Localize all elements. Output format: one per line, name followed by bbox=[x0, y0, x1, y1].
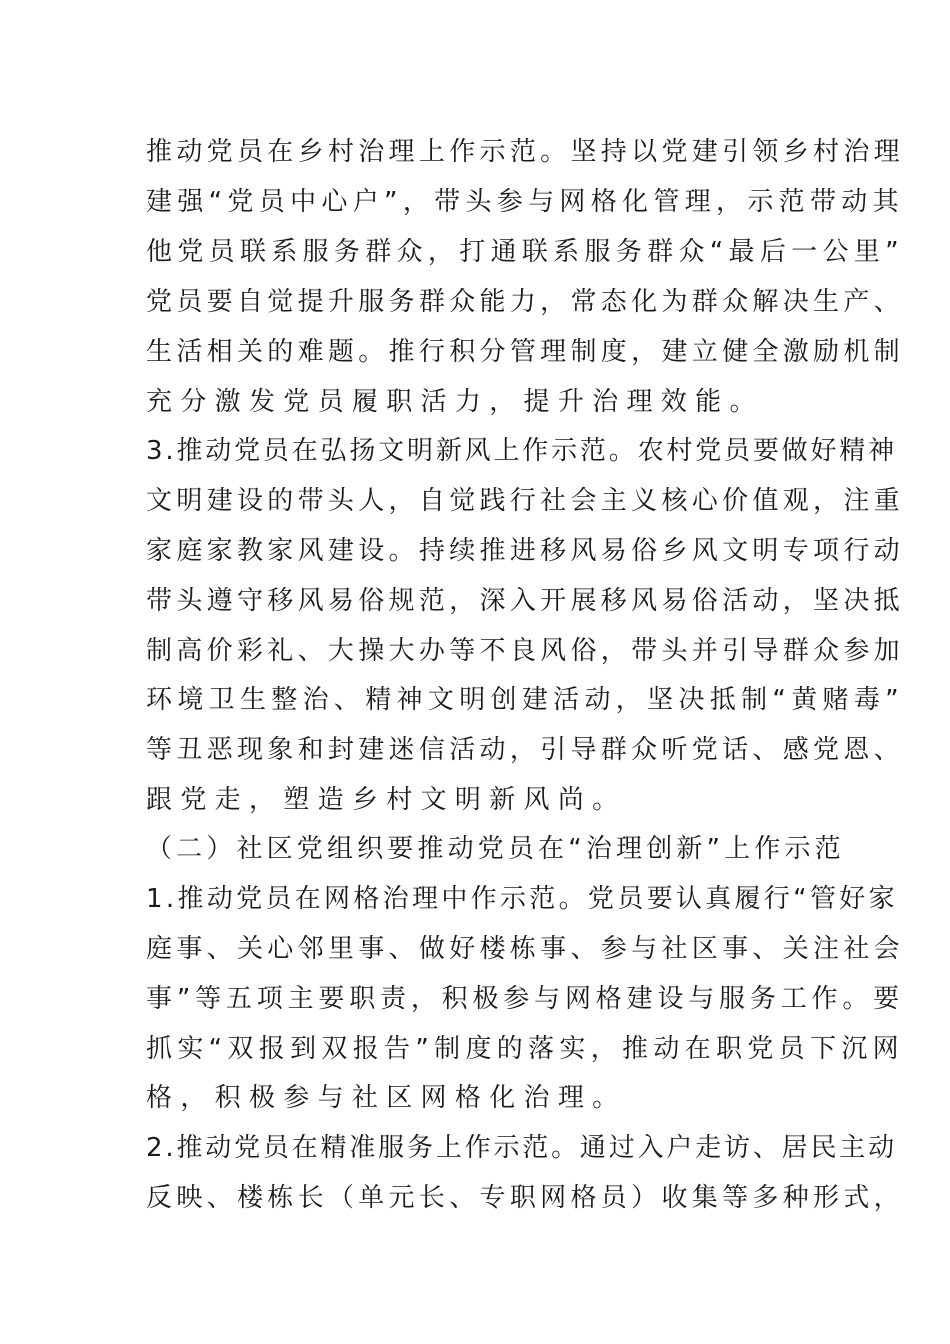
body-line: 环境卫生整治、精神文明创建活动，坚决抵制“黄赌毒” bbox=[146, 685, 904, 715]
body-line: 他党员联系服务群众，打通联系服务群众“最后一公里” bbox=[146, 237, 904, 267]
body-line: 党员要自觉提升服务群众能力，常态化为群众解决生产、 bbox=[146, 287, 905, 317]
body-line: 抓实“双报到双报告”制度的落实，推动在职党员下沉网 bbox=[146, 1034, 904, 1064]
body-line: 家庭家教家风建设。持续推进移风易俗乡风文明专项行动 bbox=[146, 536, 905, 566]
body-line: 建强“党员中心户”，带头参与网格化管理，示范带动其 bbox=[146, 187, 904, 217]
body-line: 等丑恶现象和封建迷信活动，引导群众听党话、感党恩、 bbox=[146, 735, 905, 765]
body-line: 3.推动党员在弘扬文明新风上作示范。农村党员要做好精神 bbox=[146, 436, 897, 466]
body-line: 生活相关的难题。推行积分管理制度，建立健全激励机制 bbox=[146, 337, 905, 367]
body-line: 事”等五项主要职责，积极参与网格建设与服务工作。要 bbox=[146, 984, 904, 1014]
body-line: 带头遵守移风易俗规范，深入开展移风易俗活动，坚决抵 bbox=[146, 586, 905, 616]
body-line: 充分激发党员履职活力，提升治理效能。 bbox=[146, 387, 764, 417]
body-line: 庭事、关心邻里事、做好楼栋事、参与社区事、关注社会 bbox=[146, 934, 905, 964]
body-line: 1.推动党员在网格治理中作示范。党员要认真履行“管好家 bbox=[146, 884, 898, 914]
body-line: 格，积极参与社区网格化治理。 bbox=[146, 1083, 627, 1113]
body-line: 反映、楼栋长（单元长、专职网格员）收集等多种形式， bbox=[146, 1183, 905, 1213]
section-heading: （二）社区党组织要推动党员在“治理创新”上作示范 bbox=[146, 834, 845, 864]
body-line: 制高价彩礼、大操大办等不良风俗，带头并引导群众参加 bbox=[146, 636, 905, 666]
body-line: 跟党走，塑造乡村文明新风尚。 bbox=[146, 785, 627, 815]
body-line: 文明建设的带头人，自觉践行社会主义核心价值观，注重 bbox=[146, 486, 905, 516]
body-line: 推动党员在乡村治理上作示范。坚持以党建引领乡村治理 bbox=[146, 137, 905, 167]
body-line: 2.推动党员在精准服务上作示范。通过入户走访、居民主动 bbox=[146, 1133, 897, 1163]
